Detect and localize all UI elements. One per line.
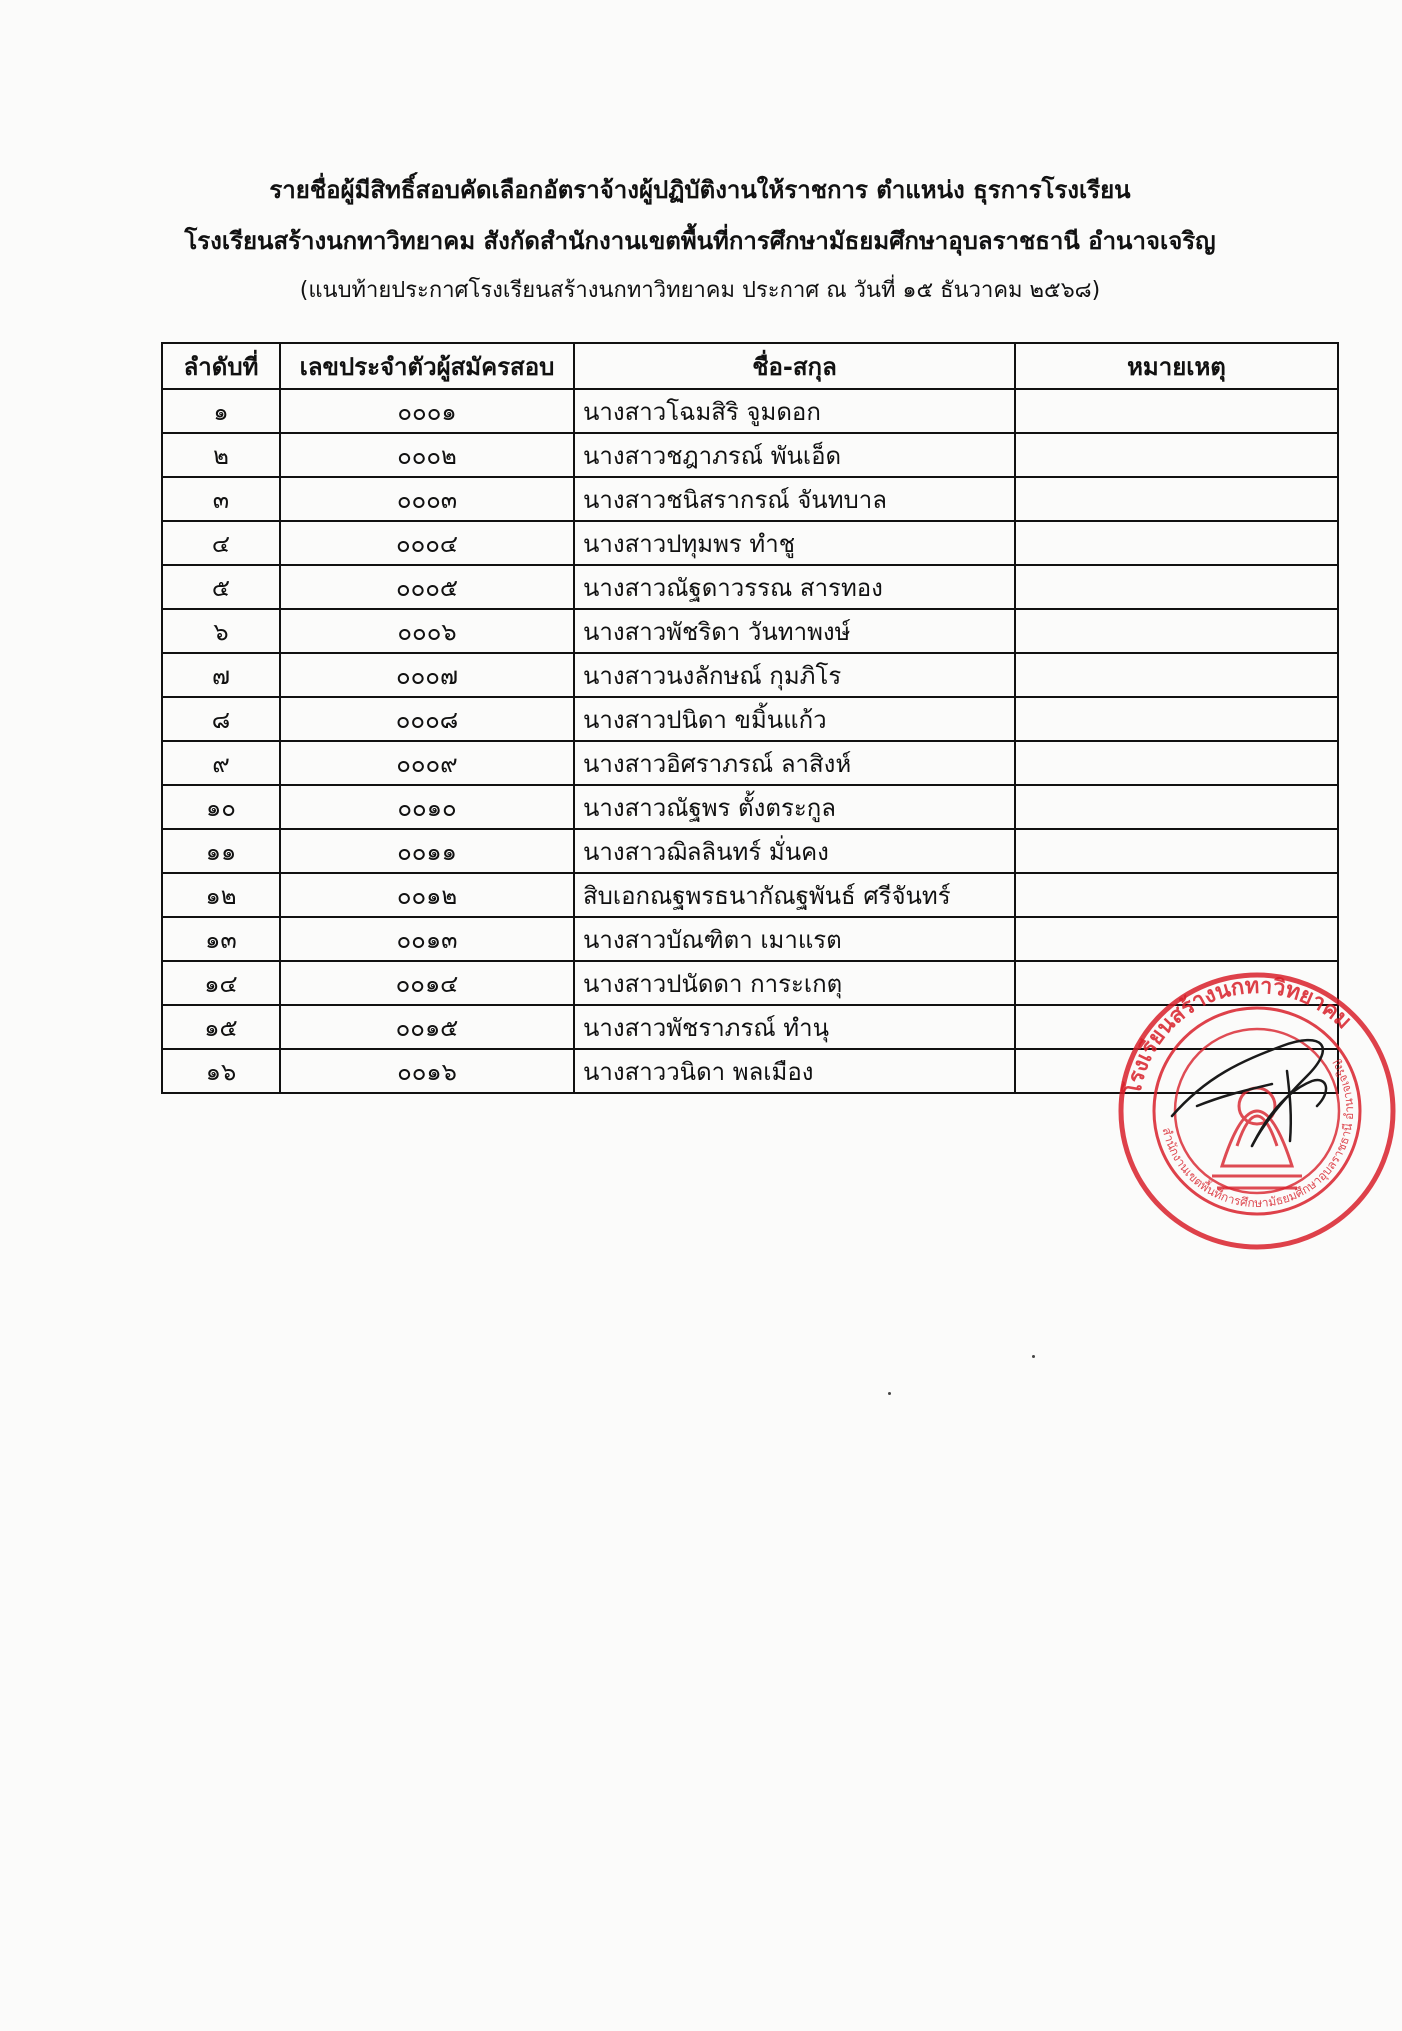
order-number-cell: ๗ xyxy=(162,653,280,697)
document-reference: (แนบท้ายประกาศโรงเรียนสร้างนกทาวิทยาคม ประกาศ ณ วันที่ ๑๕ ธันวาคม ๒๕๖๘) xyxy=(299,278,1101,303)
applicant-id-cell: ๐๐๑๑ xyxy=(280,829,574,873)
full-name-cell: นางสาวปนัดดา การะเกตุ xyxy=(574,961,1015,1005)
applicant-id-cell: ๐๐๑๓ xyxy=(280,917,574,961)
stamp-inner-lettering: สำนักงานเขตพื้นที่การศึกษามัธยมศึกษาอุบลราชธานี อำนาจเจริญ xyxy=(1159,1057,1357,1211)
table-row xyxy=(162,389,1338,433)
table-row xyxy=(162,565,1338,609)
table-row xyxy=(162,433,1338,477)
full-name-cell: นางสาวฌิลลินทร์ มั่นคง xyxy=(574,829,1015,873)
applicant-id-cell: ๐๐๑๕ xyxy=(280,1005,574,1049)
order-number-cell: ๙ xyxy=(162,741,280,785)
full-name-cell: นางสาวปนิดา ขมิ้นแก้ว xyxy=(574,697,1015,741)
column-header-full-name: ชื่อ-สกุล xyxy=(574,343,1015,389)
full-name-cell: นางสาวพัชราภรณ์ ทำนุ xyxy=(574,1005,1015,1049)
column-header-remarks: หมายเหตุ xyxy=(1015,343,1338,389)
applicant-id-cell: ๐๐๑๖ xyxy=(280,1049,574,1093)
order-number-cell: ๑๓ xyxy=(162,917,280,961)
paper-speck xyxy=(1032,1355,1035,1358)
full-name-cell: นางสาวชนิสรากรณ์ จันทบาล xyxy=(574,477,1015,521)
order-number-cell: ๑ xyxy=(162,389,280,433)
order-number-cell: ๑๔ xyxy=(162,961,280,1005)
full-name-cell: นางสาวบัณฑิตา เมาแรต xyxy=(574,917,1015,961)
column-header-order: ลำดับที่ xyxy=(162,343,280,389)
full-name-cell: นางสาวโฉมสิริ จูมดอก xyxy=(574,389,1015,433)
remarks-cell xyxy=(1015,697,1338,741)
full-name-cell: นางสาววนิดา พลเมือง xyxy=(574,1049,1015,1093)
applicant-id-cell: ๐๐๑๒ xyxy=(280,873,574,917)
applicant-id-cell: ๐๐๐๘ xyxy=(280,697,574,741)
document-title: รายชื่อผู้มีสิทธิ์สอบคัดเลือกอัตราจ้างผู้ปฏิบัติงานให้ราชการ ตำแหน่ง ธุรการโรงเรียน xyxy=(269,176,1131,204)
table-row xyxy=(162,873,1338,917)
table-row xyxy=(162,785,1338,829)
order-number-cell: ๒ xyxy=(162,433,280,477)
table-row xyxy=(162,741,1338,785)
remarks-cell xyxy=(1015,917,1338,961)
remarks-cell xyxy=(1015,741,1338,785)
remarks-cell xyxy=(1015,565,1338,609)
full-name-cell: นางสาวณัฐพร ตั้งตระกูล xyxy=(574,785,1015,829)
full-name-cell: นางสาวพัชริดา วันทาพงษ์ xyxy=(574,609,1015,653)
remarks-cell xyxy=(1015,785,1338,829)
remarks-cell xyxy=(1015,521,1338,565)
table-row xyxy=(162,917,1338,961)
column-header-applicant-id: เลขประจำตัวผู้สมัครสอบ xyxy=(280,343,574,389)
order-number-cell: ๑๖ xyxy=(162,1049,280,1093)
full-name-cell: นางสาวนงลักษณ์ กุมภิโร xyxy=(574,653,1015,697)
remarks-cell xyxy=(1015,873,1338,917)
full-name-cell: นางสาวชฎาภรณ์ พันเอ็ด xyxy=(574,433,1015,477)
remarks-cell xyxy=(1015,609,1338,653)
order-number-cell: ๘ xyxy=(162,697,280,741)
order-number-cell: ๓ xyxy=(162,477,280,521)
remarks-cell xyxy=(1015,389,1338,433)
order-number-cell: ๑๕ xyxy=(162,1005,280,1049)
paper-speck xyxy=(888,1392,891,1395)
remarks-cell xyxy=(1015,653,1338,697)
applicant-id-cell: ๐๐๑๔ xyxy=(280,961,574,1005)
applicant-id-cell: ๐๐๐๔ xyxy=(280,521,574,565)
applicant-id-cell: ๐๐๐๙ xyxy=(280,741,574,785)
table-header-row xyxy=(162,343,1338,389)
table-row xyxy=(162,477,1338,521)
table-row xyxy=(162,653,1338,697)
order-number-cell: ๑๑ xyxy=(162,829,280,873)
order-number-cell: ๔ xyxy=(162,521,280,565)
table-row xyxy=(162,609,1338,653)
school-seal-stamp xyxy=(1112,966,1402,1256)
full-name-cell: นางสาวปทุมพร ทำชู xyxy=(574,521,1015,565)
remarks-cell xyxy=(1015,433,1338,477)
full-name-cell: นางสาวณัฐดาวรรณ สารทอง xyxy=(574,565,1015,609)
order-number-cell: ๑๐ xyxy=(162,785,280,829)
table-row xyxy=(162,521,1338,565)
applicant-id-cell: ๐๐๐๓ xyxy=(280,477,574,521)
remarks-cell xyxy=(1015,477,1338,521)
order-number-cell: ๕ xyxy=(162,565,280,609)
full-name-cell: นางสาวอิศราภรณ์ ลาสิงห์ xyxy=(574,741,1015,785)
applicant-id-cell: ๐๐๐๕ xyxy=(280,565,574,609)
table-row xyxy=(162,829,1338,873)
order-number-cell: ๑๒ xyxy=(162,873,280,917)
applicant-id-cell: ๐๐๐๖ xyxy=(280,609,574,653)
order-number-cell: ๖ xyxy=(162,609,280,653)
applicant-id-cell: ๐๐๐๑ xyxy=(280,389,574,433)
applicant-id-cell: ๐๐๑๐ xyxy=(280,785,574,829)
remarks-cell xyxy=(1015,829,1338,873)
table-row xyxy=(162,697,1338,741)
applicant-id-cell: ๐๐๐๗ xyxy=(280,653,574,697)
document-subtitle: โรงเรียนสร้างนกทาวิทยาคม สังกัดสำนักงานเขตพื้นที่การศึกษามัธยมศึกษาอุบลราชธานี อำนาจเจริญ xyxy=(184,227,1216,255)
stamp-outer-lettering: โรงเรียนสร้างนกทาวิทยาคม xyxy=(1121,973,1357,1098)
applicant-id-cell: ๐๐๐๒ xyxy=(280,433,574,477)
full-name-cell: สิบเอกณฐพรธนากัณฐพันธ์ ศรีจันทร์ xyxy=(574,873,1015,917)
